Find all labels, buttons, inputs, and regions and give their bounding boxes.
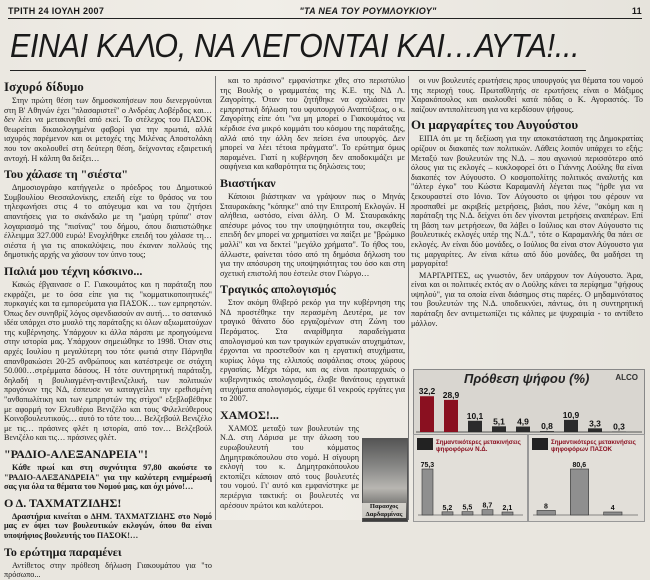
article-heading: Του χάλασε τη "σιέστα"	[4, 167, 212, 181]
data-label: 3,3	[589, 418, 601, 428]
bar	[540, 431, 554, 432]
data-label: 0,8	[541, 421, 553, 431]
mini-chart-title: Σημαντικότερες μετακινήσεις ψηφοφόρων Ν.Δ.	[436, 439, 525, 453]
data-label: 2,1	[503, 505, 513, 512]
chart-title: Πρόθεση ψήφου (%)	[464, 371, 589, 386]
bar	[570, 469, 588, 515]
bar	[422, 469, 433, 515]
article-heading: "ΡΑΔΙΟ-ΑΛΕΞΑΝΔΡΕΙΑ"!	[4, 447, 212, 461]
data-label: 4	[611, 505, 615, 512]
column-divider	[408, 76, 409, 520]
article-text: ΜΑΡΓΑΡΙΤΕΣ, ως γνωστόν, δεν υπάρχουν τον Αύγουστο. Άρα, είναι και οι πολιτικές εκτός αν ο Λούλης κάνει τα περίφημα "ψήφους υψηλού", για τα οποία είναι διάσημος στις παρέες. Ο μηδαμινότατος του βουλευτών της Ν.Δ. υποδεικνύει, πάντως, ότι η συντηρητική παράταξη δεν αντιμετωπίζει τις κάλπες με ψυχραιμία - το αντίθετο μάλλον.	[411, 271, 643, 329]
column-divider	[215, 76, 216, 520]
data-label: 5,1	[493, 416, 505, 426]
main-headline: ΕΙΝΑΙ ΚΑΛΟ, ΝΑ ΛΕΓΟΝΤΑΙ ΚΑΙ…ΑΥΤΑ!...	[10, 22, 586, 71]
bar	[462, 512, 473, 515]
bar	[537, 510, 555, 515]
article-heading: Το ερώτημα παραμένει	[4, 545, 212, 559]
chart-brand: ALCO	[615, 373, 638, 382]
page-number: 11	[632, 6, 642, 16]
bar	[492, 426, 506, 432]
article-text: Στην πρώτη θέση των δημοσκοπήσεων που διενεργούνται στη Β' Αθηνών έχει "πλασαριστεί" ο Ανδρέας Λοβέρδος και… δεν λέει να μετακινηθεί από εκεί. Το στέλεχος του ΠΑΣΟΚ θεωρείται δικαιολογημένα φαβορί για την πρωτιά, αλλά ισχυρός παρέμενον και οι μετοχές της Μιλένας Αποστολάκη που τον ακολουθεί στη δεύτερη θέση, δείχνοντας εξαιρετική αντοχή. Η κάλπη θα δείξει…	[4, 96, 212, 163]
article-text: Δημοσιογράφο κατήγγειλε ο πρόεδρος του Δημοτικού Συμβουλίου Θεσσαλονίκης, επειδή είχε το θράσος να του τηλεφωνήσει στις 4 το απόγευμα και να του ζητήσει απαντήσεις για το σκάνδαλο με τη "μαύρη τρύπα" στον λογαριασμό της "πισίνας" του δήμου, όπου διαπιστώθηκε έλλειμμα 327.000 ευρώ! Ενοχλήθηκε επειδή του χάλασε τη… σιέστα ή για τις αποκαλύψεις, που έκαναν πολλούς της δημοτικής αρχής να χάσουν τον ύπνο τους;	[4, 183, 212, 260]
data-label: 4,9	[517, 417, 529, 427]
bar	[468, 421, 482, 432]
article-text: Κάποιοι βιάστηκαν να γράψουν πως ο Μηνάς Σταυρακάκης "κόπηκε" από την Επιτροπή Εκλογών. Η αλήθεια, ωστόσο, είναι άλλη. Ο Μ. Σταυρακάκης απέσυρε μόνος του την υποψηφιότητα του, σκεφθείς επειδή δεν μπορεί να χρηματίσει να παίξει με "βρώμικο μαλλί" και να δεκτεί "μεγάλο χρήματα". Το ήθος του, άλλωστε, φαίνεται τόσο από τη δημόσια δήλωση του για την απόσυρση της υποψηφιότητας του όσο και στη σχετική επιστολή που έστειλε στον Γιώργο…	[220, 192, 405, 278]
data-label: 28,9	[443, 390, 460, 400]
bar	[604, 512, 622, 515]
article-heading: Βιαστήκαν	[220, 176, 405, 190]
article-heading: Ισχυρό δίδυμο	[4, 80, 212, 94]
data-label: 5,5	[463, 505, 473, 512]
nd-voter-shift-chart	[413, 434, 528, 522]
article-heading: Παλιά μου τέχνη κόσκινο...	[4, 264, 212, 278]
article-text: Κακώς έβγαινασε ο Γ. Γιακουμάτος και η παράταξη που εκφράζει, με το όσα είπε για τις "κομματικοποιητικές" πυρκαγιές και τα εμπορεύματα για ΠΑΣΟΚ… των εμπρηστών. Όπως δεν συνηθρίζ λόγος σφενδιασούν αν αυτή… το σατανικό ιδέα υπάρχει στο μυαλό της παράταξης κι όλων αξιωματούχων της κυβέρνησης. Υπάρχουν κι άλλα πάρσπι με προηγούμενα στην ιστορία μας. Υπάρχουν σημειώθηκε το 1998. Όταν στις αρχές Ιουλίου η μεγαλύτερη του τότε φωτιά στην Πάρνηθα απανθρακώσει 20-25 ανθρώπους και κατέστρεψε σε στάχτη 50.000…στρέμματα δάσους. Η τότε συντηρητική παράταξη, δηλαδή η βουλιαγμένη-αντιβενιζελική, των πολιτικών προγόνων της ΝΔ, έσπευσε να καταγγείλει την ερεθισμένη "ανθοπωλίτικη και των εμπρηστών της στίχοι" εξεβλαβέθηκε με αφορμή τον Ελευθέριο Βενιζέλο και τους Φιλελεύθερους Κοινοβουλευτικούς… αυτό το τότε του… Βελζεβούλ Βενιζέλο με τις… πράσινες φλέτ η ιστορία, από τον… Βελζεβούλ Βενιζέλο και τις… πράσινες φλέτ.	[4, 280, 212, 443]
data-label: 8,7	[483, 503, 493, 510]
bar	[588, 428, 602, 432]
article-text: Αντίθετος στην πρόθεση δήλωση Γιακουμάτου για "το πρόσωπο...	[4, 561, 212, 580]
bar	[444, 400, 458, 432]
masthead	[8, 4, 642, 19]
article-heading: ΧΑΜΟΣ!...	[220, 408, 405, 422]
issue-date: ΤΡΙΤΗ 24 ΙΟΥΛΗ 2007	[8, 6, 104, 16]
article-text: Δραστήρια κινείται ο ΔΗΜ. ΤΑΧΜΑΤΖΙΔΗΣ στο Νομό μας εν όψει των βουλευτικών εκλογών, όπου θα είναι υποψήφιος βουλευτής του ΠΑΣΟΚ!…	[4, 512, 212, 541]
article-heading: Οι μαργαρίτες του Αυγούστου	[411, 118, 643, 132]
data-label: 32,2	[419, 386, 436, 396]
data-label: 10,1	[467, 411, 484, 421]
data-label: 5,2	[443, 505, 453, 512]
bar	[564, 420, 578, 432]
newspaper-name: "ΤΑ ΝΕΑ ΤΟΥ ΡΟΥΜΛΟΥΚΙΟΥ"	[299, 6, 436, 16]
data-label: 10,9	[563, 410, 580, 420]
article-heading: Τραγικός απολογισμός	[220, 282, 405, 296]
data-label: 80,6	[573, 462, 587, 469]
mini-chart-title: Σημαντικότερες μετακινήσεις ψηφοφόρων ΠΑΣΟΚ	[551, 439, 642, 453]
photo-caption: Παρασχος Δαρδαρμίνας	[362, 503, 406, 518]
data-label: 75,3	[421, 462, 435, 469]
article-text: ΧΑΜΟΣ μεταξύ των βουλευτών της Ν.Δ. στη Λάρισα με την άλωση του ευρωβουλευτή του κόμματος Δημητρακόπουλου στο νομό. Η σίγουρη εκλογή του κ. Δημητρακόπουλου εκτοπίζει κάποιον από τους βουλευτές του νομού. Γι' αυτό και εμφανίστηκε με περιέργια τακτική: οι βουλευτές να αρέσουν πρώτοι και καλύτεροι.	[220, 424, 359, 510]
bar	[482, 510, 493, 515]
article-text: Στον ακόμη θλιβερό ρεκόρ για την κυβέρνηση της ΝΔ προστέθηκε την περασμένη Δευτέρα, με τον τραγικό θάνατο δύο εργαζομένων στη Ζώνη του Περάματος. Στα αναρίθμητα παραδείγματα απολογισμού και των τραγικών εργατικών ατυχημάτων, έρχονται να προστεθούν και η εργατική ατυχήματα, κυρίως λόγω της ελλιπούς ασφάλειας στους χώρους εργασίας. Μέχρι τώρα, και ας είναι πρωταρχικός ο κυβερνητικός απολογισμός, έλαβε θανάτους εργατικά ατυχήματα απολογισμός, είχαμε 61 νεκρούς εργάτες για το 2007.	[220, 298, 405, 404]
column-left	[4, 76, 212, 520]
bar	[420, 396, 434, 432]
data-label: 0,3	[613, 422, 625, 432]
article-text: Κάθε πρωί και στη συχνότητα 97,80 ακούστε το "ΡΑΔΙΟ-ΑΛΕΞΑΝΔΡΕΙΑ" για την καλύτερη ενημέρωσή σας για όλα τα θέματα του Νομού μας, και όχι μόνο!…	[4, 463, 212, 492]
article-heading: Ο Δ. ΤΑΧΜΑΤΖΙΔΗΣ!	[4, 496, 212, 510]
bar	[442, 512, 453, 515]
article-text: και το πράσινο" εμφανίστηκε χθες στο περιστύλιο της Βουλής ο γραμματέας της Κ.Ε. της ΝΔ Λ. Ζαγορίτης. Όταν του ζητήθηκε να σχολιάσει την εμπρηστική δήλωση του υφυπουργού Αναπτύξεως, ο κ. Ζαγορίτης είπε ότι "να μη μπορεί ο Γιακουμάτος να κέρδισε ένα μικρό κομμάτι του κόσμου της παράταξης, αλλά από την άλλη δεν πείσει ένα υπουργός. Δεν μπορεί να λέει τέτοια πράγματα". Το ερώτημα όμως παραμένει. Γιατί η κυβέρνηση δεν αποδοκιμάζει με σαφήνεια και καθαρότητα τις δηλώσεις του;	[220, 76, 405, 172]
article-text: οι νυν βουλευτές ερωτήσεις προς υπουργούς για θέματα του νομού της περιοχή τους. Πρωταθλητής σε ερωτήσεις είναι ο Μάξιμος Χαρακόπουλος και ακολουθεί κατά πόδας ο Κ. Αγοραστός. Το παίζουν αντιπολίτευση για να κερδίσουν ψήφους.	[411, 76, 643, 114]
chart-marker-icon	[417, 438, 433, 450]
pasok-voter-shift-chart	[528, 434, 645, 522]
bar	[516, 427, 530, 432]
data-label: 8	[544, 503, 548, 510]
article-text: ΕΙΠΑ ότι με τη δεξίωση για την αποκατάσταση της Δημοκρατίας ορίζουν οι διακοπές των πολιτικών. Λάθεις λοιπόν υπάρχει το εξής: Μεταξύ των βουλευτών της Ν.Δ. – που αγωνιού περισσότερο από όλους για τις εκλογές – κυκλοφορεί ότι ο Γιάννης Λούλης θα είναι διακοπές τον Αύγουστο. Ο κοσμοπολίτης πολιτικός αναλυτής και "άλτερ έγκο" του Κώστα Καραμανλή λέγεται πως "ήρθε για να ξεκουραστεί στο Ιόνιο. Τον Αύγουστο οι ψήφοι του φέρουν να προσπαθεί με ακριβείς μετρήσεις, βιάσι, που λένε, "ακόμη και η παράταξη της Ν.Δ. δείχνει ότι δεν γίνονται μετρήσεις αναπέρων. Επί τη βάση των μετρήσεων, θα λάβει ο Ιούλιος και στον Αύγουστο τις βουλευτικές εκλογές υπέρ της Ν.Δ.", τότε ο Καραμανλής θα πάει σε εκλογές. Αν είναι δύο μονάδες, ο Ιούλιος θα είναι στον Αύγουστο για τις μαργαρίτες. Αν είναι κάτω από δύο μονάδες, θα μαδήσει τη μαργαρίτα!	[411, 134, 643, 268]
chart-marker-icon	[532, 438, 548, 450]
bar	[502, 512, 513, 515]
chart-plot	[414, 370, 644, 436]
